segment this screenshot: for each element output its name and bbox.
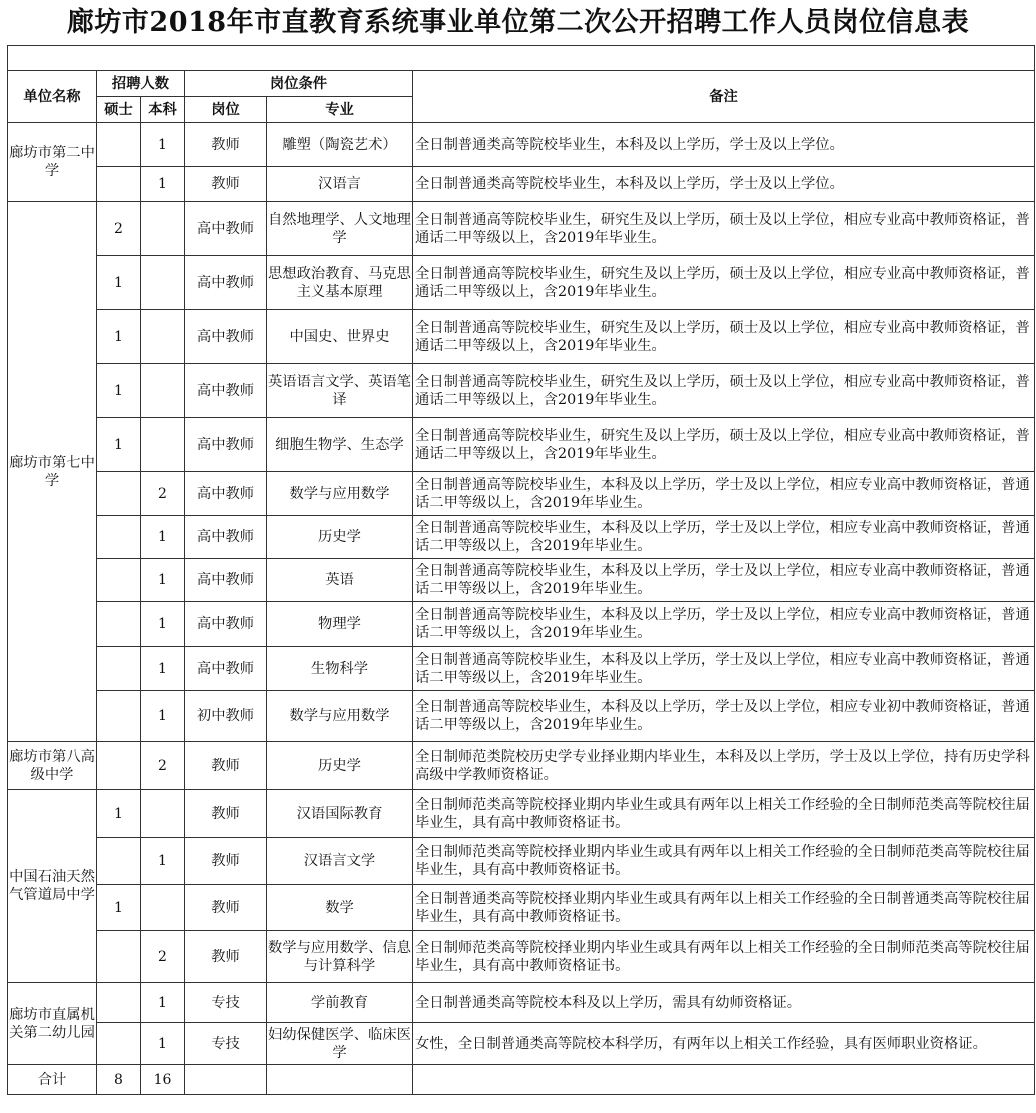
- header-recruit-count: 招聘人数: [97, 71, 185, 97]
- position-cell: 教师: [185, 123, 267, 167]
- remark-cell: 全日制普通高等院校毕业生，研究生及以上学历，硕士及以上学位，相应专业高中教师资格证，普通话二甲等级以上，含2019年毕业生。: [413, 256, 1035, 310]
- masters-count: 1: [97, 418, 141, 472]
- position-cell: 教师: [185, 167, 267, 202]
- masters-count: [97, 516, 141, 559]
- masters-count: [97, 983, 141, 1023]
- table-row: [8, 123, 1035, 167]
- major-cell: 数学与应用数学: [267, 691, 413, 742]
- remark-cell: 全日制师范类高等院校择业期内毕业生或具有两年以上相关工作经验的全日制师范类高等院校往届毕业生，具有高中教师资格证书。: [413, 790, 1035, 838]
- remark-cell: 全日制普通类高等院校毕业生，本科及以上学历，学士及以上学位。: [413, 123, 1035, 167]
- blank-cell: [8, 46, 1035, 71]
- header-position: 岗位: [185, 97, 267, 123]
- masters-count: 1: [97, 256, 141, 310]
- masters-count: [97, 691, 141, 742]
- total-empty-cell: [413, 1065, 1035, 1095]
- remark-cell: 全日制师范类院校历史学专业择业期内毕业生，本科及以上学历，学士及以上学位，持有历史学科高级中学教师资格证。: [413, 742, 1035, 790]
- table-row: [8, 1023, 1035, 1065]
- major-cell: 数学与应用数学、信息与计算科学: [267, 931, 413, 983]
- header-row-1: [8, 71, 1035, 97]
- remark-cell: 全日制普通高等院校毕业生，本科及以上学历，学士及以上学位，相应专业高中教师资格证，普通话二甲等级以上，含2019年毕业生。: [413, 559, 1035, 602]
- bachelor-count: 1: [141, 691, 185, 742]
- masters-count: [97, 1023, 141, 1065]
- position-cell: 教师: [185, 790, 267, 838]
- major-cell: 雕塑（陶瓷艺术）: [267, 123, 413, 167]
- major-cell: 汉语言文学: [267, 838, 413, 885]
- position-cell: 高中教师: [185, 202, 267, 256]
- total-empty-cell: [267, 1065, 413, 1095]
- position-cell: 高中教师: [185, 472, 267, 516]
- table-row: [8, 838, 1035, 885]
- total-row: [8, 1065, 1035, 1095]
- remark-cell: 全日制普通高等院校毕业生，研究生及以上学历，硕士及以上学位，相应专业高中教师资格证，普通话二甲等级以上，含2019年毕业生。: [413, 418, 1035, 472]
- total-bachelor: 16: [141, 1065, 185, 1095]
- major-cell: 自然地理学、人文地理学: [267, 202, 413, 256]
- masters-count: 1: [97, 790, 141, 838]
- table-row: [8, 983, 1035, 1023]
- masters-count: 1: [97, 364, 141, 418]
- unit-name: 廊坊市第八高级中学: [8, 742, 97, 790]
- table-row: [8, 310, 1035, 364]
- remark-cell: 全日制普通高等院校毕业生，本科及以上学历，学士及以上学位，相应专业初中教师资格证，普通话二甲等级以上，含2019年毕业生。: [413, 691, 1035, 742]
- table-row: [8, 885, 1035, 931]
- position-cell: 高中教师: [185, 364, 267, 418]
- total-empty-cell: [185, 1065, 267, 1095]
- masters-count: [97, 472, 141, 516]
- position-cell: 高中教师: [185, 310, 267, 364]
- remark-cell: 全日制普通高等院校毕业生，研究生及以上学历，硕士及以上学位，相应专业高中教师资格证，普通话二甲等级以上，含2019年毕业生。: [413, 364, 1035, 418]
- position-cell: 高中教师: [185, 516, 267, 559]
- bachelor-count: 1: [141, 167, 185, 202]
- remark-cell: 全日制普通高等院校毕业生，研究生及以上学历，硕士及以上学位，相应专业高中教师资格证，普通话二甲等级以上，含2019年毕业生。: [413, 202, 1035, 256]
- table-row: [8, 602, 1035, 647]
- table-row: [8, 790, 1035, 838]
- table-row: [8, 559, 1035, 602]
- remark-cell: 全日制普通高等院校毕业生，研究生及以上学历，硕士及以上学位，相应专业高中教师资格证，普通话二甲等级以上，含2019年毕业生。: [413, 310, 1035, 364]
- unit-name: 廊坊市直属机关第二幼儿园: [8, 983, 97, 1065]
- major-cell: 汉语言: [267, 167, 413, 202]
- table-row: [8, 516, 1035, 559]
- major-cell: 历史学: [267, 742, 413, 790]
- position-cell: 高中教师: [185, 256, 267, 310]
- position-cell: 专技: [185, 1023, 267, 1065]
- bachelor-count: 2: [141, 742, 185, 790]
- total-label: 合计: [8, 1065, 97, 1095]
- bachelor-count: [141, 256, 185, 310]
- major-cell: 细胞生物学、生态学: [267, 418, 413, 472]
- bachelor-count: 1: [141, 647, 185, 691]
- masters-count: [97, 647, 141, 691]
- major-cell: 生物科学: [267, 647, 413, 691]
- table-row: [8, 418, 1035, 472]
- table-row: [8, 931, 1035, 983]
- masters-count: [97, 559, 141, 602]
- masters-count: [97, 602, 141, 647]
- remark-cell: 全日制普通高等院校毕业生，本科及以上学历，学士及以上学位，相应专业高中教师资格证，普通话二甲等级以上，含2019年毕业生。: [413, 647, 1035, 691]
- remark-cell: 全日制普通类高等院校本科及以上学历，需具有幼师资格证。: [413, 983, 1035, 1023]
- header-bachelor: 本科: [141, 97, 185, 123]
- table-top-blank-row: [8, 46, 1035, 71]
- masters-count: [97, 742, 141, 790]
- remark-cell: 全日制普通类高等院校毕业生，本科及以上学历，学士及以上学位。: [413, 167, 1035, 202]
- major-cell: 历史学: [267, 516, 413, 559]
- masters-count: 1: [97, 310, 141, 364]
- remark-cell: 全日制师范类高等院校择业期内毕业生或具有两年以上相关工作经验的全日制师范类高等院校往届毕业生，具有高中教师资格证书。: [413, 838, 1035, 885]
- masters-count: [97, 838, 141, 885]
- remark-cell: 全日制普通高等院校毕业生，本科及以上学历，学士及以上学位，相应专业高中教师资格证，普通话二甲等级以上，含2019年毕业生。: [413, 472, 1035, 516]
- bachelor-count: 2: [141, 931, 185, 983]
- unit-name: 中国石油天然气管道局中学: [8, 790, 97, 983]
- bachelor-count: 1: [141, 602, 185, 647]
- page-title: 廊坊市2018年市直教育系统事业单位第二次公开招聘工作人员岗位信息表: [66, 7, 970, 38]
- bachelor-count: 1: [141, 123, 185, 167]
- masters-count: [97, 123, 141, 167]
- position-cell: 高中教师: [185, 647, 267, 691]
- table-row: [8, 364, 1035, 418]
- unit-name: 廊坊市第二中学: [8, 123, 97, 202]
- major-cell: 英语: [267, 559, 413, 602]
- major-cell: 妇幼保健医学、临床医学: [267, 1023, 413, 1065]
- header-major: 专业: [267, 97, 413, 123]
- header-masters: 硕士: [97, 97, 141, 123]
- table-row: [8, 472, 1035, 516]
- position-cell: 教师: [185, 931, 267, 983]
- table-row: [8, 167, 1035, 202]
- major-cell: 学前教育: [267, 983, 413, 1023]
- masters-count: [97, 931, 141, 983]
- bachelor-count: 1: [141, 559, 185, 602]
- bachelor-count: [141, 310, 185, 364]
- masters-count: 2: [97, 202, 141, 256]
- table-row: [8, 742, 1035, 790]
- bachelor-count: 1: [141, 516, 185, 559]
- position-cell: 高中教师: [185, 559, 267, 602]
- table-row: [8, 691, 1035, 742]
- remark-cell: 全日制普通高等院校毕业生，本科及以上学历，学士及以上学位，相应专业高中教师资格证，普通话二甲等级以上，含2019年毕业生。: [413, 516, 1035, 559]
- header-remarks: 备注: [413, 71, 1035, 123]
- position-cell: 教师: [185, 885, 267, 931]
- major-cell: 数学与应用数学: [267, 472, 413, 516]
- table-row: [8, 647, 1035, 691]
- position-cell: 初中教师: [185, 691, 267, 742]
- bachelor-count: [141, 202, 185, 256]
- table-row: [8, 202, 1035, 256]
- remark-cell: 全日制普通类高等院校择业期内毕业生或具有两年以上相关工作经验的全日制普通类高等院校往届毕业生，具有高中教师资格证书。: [413, 885, 1035, 931]
- masters-count: [97, 167, 141, 202]
- position-cell: 教师: [185, 742, 267, 790]
- position-cell: 高中教师: [185, 602, 267, 647]
- bachelor-count: [141, 418, 185, 472]
- major-cell: 中国史、世界史: [267, 310, 413, 364]
- major-cell: 英语语言文学、英语笔译: [267, 364, 413, 418]
- bachelor-count: [141, 885, 185, 931]
- total-masters: 8: [97, 1065, 141, 1095]
- remark-cell: 女性，全日制普通类高等院校本科学历，有两年以上相关工作经验，具有医师职业资格证。: [413, 1023, 1035, 1065]
- bachelor-count: 1: [141, 838, 185, 885]
- table-row: [8, 256, 1035, 310]
- position-cell: 专技: [185, 983, 267, 1023]
- position-cell: 高中教师: [185, 418, 267, 472]
- header-unit: 单位名称: [8, 71, 97, 123]
- bachelor-count: [141, 790, 185, 838]
- remark-cell: 全日制师范类高等院校择业期内毕业生或具有两年以上相关工作经验的全日制师范类高等院校往届毕业生，具有高中教师资格证书。: [413, 931, 1035, 983]
- header-conditions: 岗位条件: [185, 71, 413, 97]
- major-cell: 数学: [267, 885, 413, 931]
- major-cell: 思想政治教育、马克思主义基本原理: [267, 256, 413, 310]
- major-cell: 物理学: [267, 602, 413, 647]
- masters-count: 1: [97, 885, 141, 931]
- bachelor-count: 2: [141, 472, 185, 516]
- major-cell: 汉语国际教育: [267, 790, 413, 838]
- bachelor-count: [141, 364, 185, 418]
- position-cell: 教师: [185, 838, 267, 885]
- bachelor-count: 1: [141, 983, 185, 1023]
- remark-cell: 全日制普通高等院校毕业生，本科及以上学历，学士及以上学位，相应专业高中教师资格证，普通话二甲等级以上，含2019年毕业生。: [413, 602, 1035, 647]
- bachelor-count: 1: [141, 1023, 185, 1065]
- recruitment-table: [7, 45, 1035, 1095]
- unit-name: 廊坊市第七中学: [8, 202, 97, 742]
